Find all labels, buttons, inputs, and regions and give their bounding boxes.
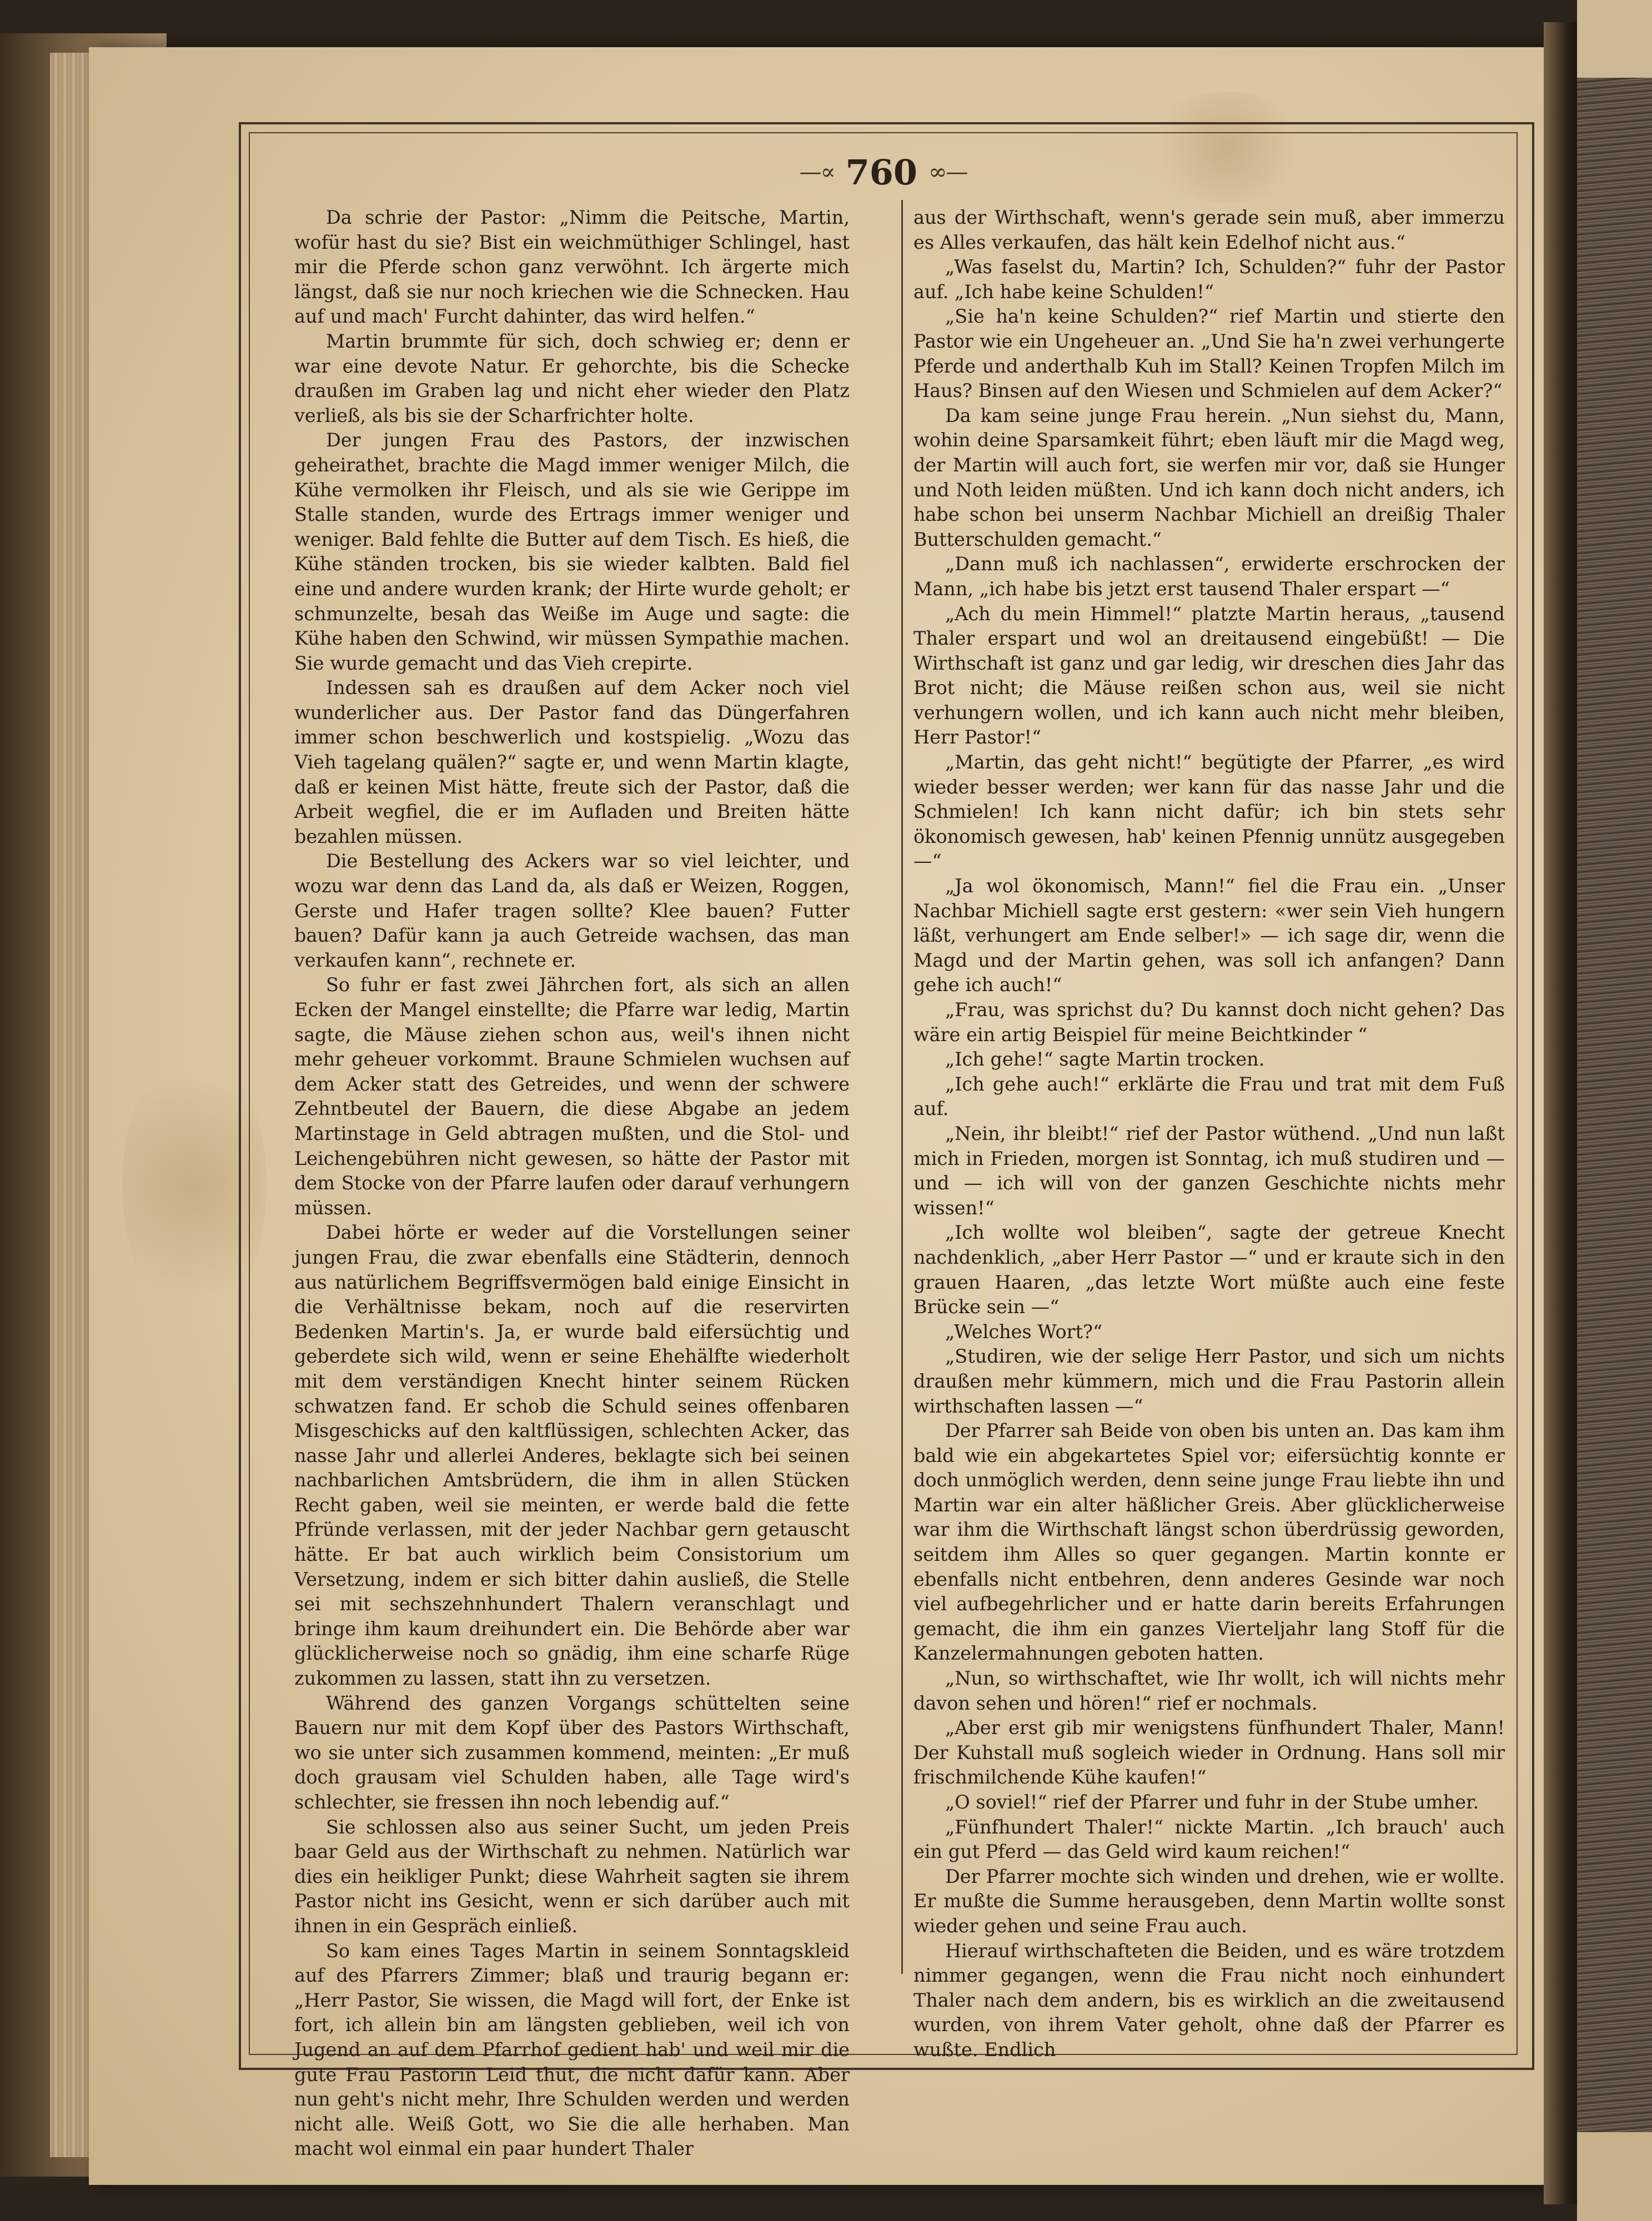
text-column-left	[294, 205, 850, 2162]
paragraph: Die Bestellung des Ackers war so viel leichter, und wozu war denn das Land da, als daß er Weizen, Roggen, Gerste und Hafer tragen sollte? Klee bauen? Futter bauen? Dafür kann ja auch Getreide wachsen, das man verkaufen kann“, rechnete er.	[294, 850, 850, 971]
paragraph: „Ich gehe!“ sagte Martin trocken.	[945, 1048, 1265, 1071]
paragraph: Dabei hörte er weder auf die Vorstellungen seiner jungen Frau, die zwar ebenfalls eine Städterin, dennoch aus natürlichem Begriffsvermögen bald einige Einsicht in die Verhältnisse bekam, noch auf die reservirten Bedenken Martin's. Ja, er wurde bald eifersüchtig und geberdete sich wild, wenn er seine Ehehälfte wiederholt mit dem verständigen Knecht hinter seinem Rücken schwatzen fand. Er schob die Schuld seines offenbaren Misgeschicks auf den kaltflüssigen, schlechten Acker, das nasse Jahr und allerlei Anderes, beklagte sich bei seinen nachbarlichen Amtsbrüdern, die ihm in allen Stücken Recht gaben, weil sie meinten, er werde bald die fette Pfründe verlassen, mit der jeder Nachbar gern getauscht hätte. Er bat auch wirklich beim Consistorium um Versetzung, indem er sich bitter dahin ausließ, die Stelle sei mit sechszehnhundert Thalern veranschlagt und bringe ihm kaum dreihundert ein. Die Behörde aber war glücklicherweise noch so gnädig, ihm eine scharfe Rüge zukommen zu lassen, statt ihn zu versetzen.	[294, 1222, 850, 1690]
facing-page-engraving	[1577, 78, 1652, 2132]
text-column-right	[913, 205, 1505, 2063]
paragraph: Da kam seine junge Frau herein. „Nun siehst du, Mann, wohin deine Sparsamkeit führt; eben läuft mir die Magd weg, der Martin will auch fort, sie werfen mir vor, daß sie Hunger und Noth leiden müßten. Und ich kann doch nicht anders, ich habe schon bei unserm Nachbar Michiell an dreißig Thaler Butterschulden gemacht.“	[913, 404, 1505, 550]
paragraph: „Was faselst du, Martin? Ich, Schulden?“ fuhr der Pastor auf. „Ich habe keine Schulden!“	[913, 256, 1505, 303]
paragraph: „Aber erst gib mir wenigstens fünfhundert Thaler, Mann! Der Kuhstall muß sogleich wieder in Ordnung. Hans soll mir frischmilchende Kühe kaufen!“	[913, 1717, 1505, 1788]
paragraph: „Fünfhundert Thaler!“ nickte Martin. „Ich brauch' auch ein gut Pferd — das Geld wird kaum reichen!“	[913, 1816, 1505, 1863]
paragraph: Der jungen Frau des Pastors, der inzwischen geheirathet, brachte die Magd immer weniger Milch, die Kühe vermolken ihr Fleisch, und als sie wie Gerippe im Stalle standen, wurde des Ertrags immer weniger und weniger. Bald fehlte die Butter auf dem Tisch. Es hieß, die Kühe ständen trocken, bis sie wieder kalbten. Bald fiel eine und andere wurden krank; der Hirte wurde geholt; er schmunzelte, besah das Weiße im Auge und sagte: die Kühe haben den Schwind, wir müssen Sympathie machen. Sie wurde gemacht und das Vieh crepirte.	[294, 429, 850, 674]
paragraph: Sie schlossen also aus seiner Sucht, um jeden Preis baar Geld aus der Wirthschaft zu nehmen. Natürlich war dies ein heikliger Punkt; diese Wahrheit sagten sie ihrem Pastor nicht ins Gesicht, wenn er sich darüber auch mit ihnen in ein Gespräch einließ.	[294, 1816, 850, 1937]
paragraph: Der Pfarrer sah Beide von oben bis unten an. Das kam ihm bald wie ein abgekartetes Spiel vor; eifersüchtig konnte er doch unmöglich werden, denn seine junge Frau liebte ihn und Martin war ein alter häßlicher Greis. Aber glücklicherweise war ihm die Wirthschaft längst schon überdrüssig geworden, seitdem ihm Alles so quer gegangen. Martin konnte er ebenfalls nicht entbehren, denn anderes Gesinde war noch viel aufbegehrlicher und er hatte darin bereits Erfahrungen gemacht, die ihm ein ganzes Vierteljahr lang Stoff für die Kanzelermahnungen geboten hatten.	[913, 1420, 1505, 1665]
paragraph: „Dann muß ich nachlassen“, erwiderte erschrocken der Mann, „ich habe bis jetzt erst tausend Thaler erspart —“	[913, 553, 1505, 600]
ornament-left-icon: —∝	[799, 159, 835, 185]
paragraph: „Ich wollte wol bleiben“, sagte der getreue Knecht nachdenklich, „aber Herr Pastor —“ und er kraute sich in den grauen Haaren, „das letzte Wort müßte auch eine feste Brücke sein —“	[913, 1222, 1505, 1318]
paragraph: „O soviel!“ rief der Pfarrer und fuhr in der Stube umher.	[945, 1791, 1479, 1813]
page-header	[249, 150, 1518, 194]
paragraph: „Martin, das geht nicht!“ begütigte der Pfarrer, „es wird wieder besser werden; wer kann für das nasse Jahr und die Schmielen! Ich kann nicht dafür; ich bin stets sehr ökonomisch gewesen, hab' keinen Pfennig unnütz ausgegeben —“	[913, 751, 1505, 872]
paragraph: „Studiren, wie der selige Herr Pastor, und sich um nichts draußen mehr kümmern, mich und die Frau Pastorin allein wirthschaften lassen —“	[913, 1345, 1505, 1417]
paragraph: „Ach du mein Himmel!“ platzte Martin heraus, „tausend Thaler erspart und wol an dreitausend eingebüßt! — Die Wirthschaft ist ganz und gar ledig, wir dreschen dies Jahr das Brot nicht; die Mäuse reißen schon aus, weil sie nicht verhungern wollen, und ich kann auch nicht mehr bleiben, Herr Pastor!“	[913, 602, 1505, 748]
paragraph: „Ich gehe auch!“ erklärte die Frau und trat mit dem Fuß auf.	[913, 1073, 1505, 1120]
paragraph: „Frau, was sprichst du? Du kannst doch nicht gehen? Das wäre ein artig Beispiel für meine Beichtkinder “	[913, 999, 1505, 1046]
facing-page-margin-bottom	[1577, 2132, 1652, 2221]
paragraph: „Nun, so wirthschaftet, wie Ihr wollt, ich will nichts mehr davon sehen und hören!“ rief er nochmals.	[913, 1667, 1505, 1714]
paragraph: Da schrie der Pastor: „Nimm die Peitsche, Martin, wofür hast du sie? Bist ein weichmüthiger Schlingel, hast mir die Pferde schon ganz verwöhnt. Ich ärgerte mich längst, daß sie nur noch kriechen wie die Schnecken. Hau auf und mach' Furcht dahinter, das wird helfen.“	[294, 207, 850, 328]
paragraph: „Sie ha'n keine Schulden?“ rief Martin und stierte den Pastor wie ein Ungeheuer an. „Und Sie ha'n zwei verhungerte Pferde und anderthalb Kuh im Stall? Keinen Tropfen Milch im Haus? Binsen auf den Wiesen und Schmielen auf dem Acker?“	[913, 305, 1505, 402]
paragraph-continued: aus der Wirthschaft, wenn's gerade sein muß, aber immerzu es Alles verkaufen, das hält kein Edelhof nicht aus.“	[913, 207, 1505, 253]
paragraph: So fuhr er fast zwei Jährchen fort, als sich an allen Ecken der Mangel einstellte; die Pfarre war ledig, Martin sagte, die Mäuse ziehen schon aus, weil's ihnen nicht mehr geheuer vorkommt. Braune Schmielen wuchsen auf dem Acker statt des Getreides, und wenn der schwere Zehntbeutel der Bauern, die diese Abgabe an jedem Martinstage in Geld abtragen mußten, und die Stol- und Leichengebühren nicht gewesen, so hätte der Pastor mit dem Stocke von der Pfarre laufen oder darauf verhungern müssen.	[294, 974, 850, 1219]
paragraph: So kam eines Tages Martin in seinem Sonntagskleid auf des Pfarrers Zimmer; blaß und traurig begann er: „Herr Pastor, Sie wissen, die Magd will fort, der Enke ist fort, ich allein bin am längsten geblieben, weil ich von Jugend an auf dem Pfarrhof gedient hab' und weil mir die gute Frau Pastorin Leid thut, die nicht dafür kann. Aber nun geht's nicht mehr, Ihre Schulden werden und werden nicht alle. Weiß Gott, wo Sie die alle herhaben. Man macht wol einmal ein paar hundert Thaler	[294, 1939, 850, 2160]
ornament-right-icon: ∞—	[928, 159, 967, 185]
paragraph: „Nein, ihr bleibt!“ rief der Pastor wüthend. „Und nun laßt mich in Frieden, morgen ist Sonntag, ich muß studiren und — und — ich will von der ganzen Geschichte nichts mehr wissen!“	[913, 1122, 1505, 1219]
column-divider	[901, 200, 903, 1974]
paragraph: „Ja wol ökonomisch, Mann!“ fiel die Frau ein. „Unser Nachbar Michiell sagte erst gestern: «wer sein Vieh hungern läßt, verhungert am Ende selber!» — ich sage dir, wenn die Magd und der Martin gehen, was soll ich anfangen? Dann gehe ich auch!“	[913, 875, 1505, 996]
paragraph: Martin brummte für sich, doch schwieg er; denn er war eine devote Natur. Er gehorchte, bis die Schecke draußen im Graben lag und nicht eher wieder den Platz verließ, als bis sie der Scharfrichter holte.	[294, 330, 850, 426]
facing-page-margin	[1577, 0, 1652, 83]
paragraph: Indessen sah es draußen auf dem Acker noch viel wunderlicher aus. Der Pastor fand das Düngerfahren immer schon beschwerlich und kostspielig. „Wozu das Vieh tagelang quälen?“ sagte er, und wenn Martin klagte, daß er keinen Mist hätte, freute sich der Pastor, daß die Arbeit wegfiel, die er im Aufladen und Breiten hätte bezahlen müssen.	[294, 677, 850, 847]
paragraph: Hierauf wirthschafteten die Beiden, und es wäre trotzdem nimmer gegangen, wenn die Frau nicht noch einhundert Thaler nach dem andern, bis es wirklich an die zweitausend wurden, von ihrem Vater geholt, ohne daß der Pfarrer es wußte. Endlich	[913, 1939, 1505, 2061]
page-number: 760	[845, 152, 918, 193]
paragraph: Der Pfarrer mochte sich winden und drehen, wie er wollte. Er mußte die Summe herausgeben, denn Martin wollte sonst wieder gehen und seine Frau auch.	[913, 1865, 1505, 1937]
paragraph: Während des ganzen Vorgangs schüttelten seine Bauern nur mit dem Kopf über des Pastors Wirthschaft, wo sie unter sich zusammen kommend, meinten: „Er muß doch grausam viel Schulden haben, alle Tage wird's schlechter, sie fressen ihn noch lebendig auf.“	[294, 1692, 850, 1813]
paragraph: „Welches Wort?“	[945, 1320, 1103, 1343]
